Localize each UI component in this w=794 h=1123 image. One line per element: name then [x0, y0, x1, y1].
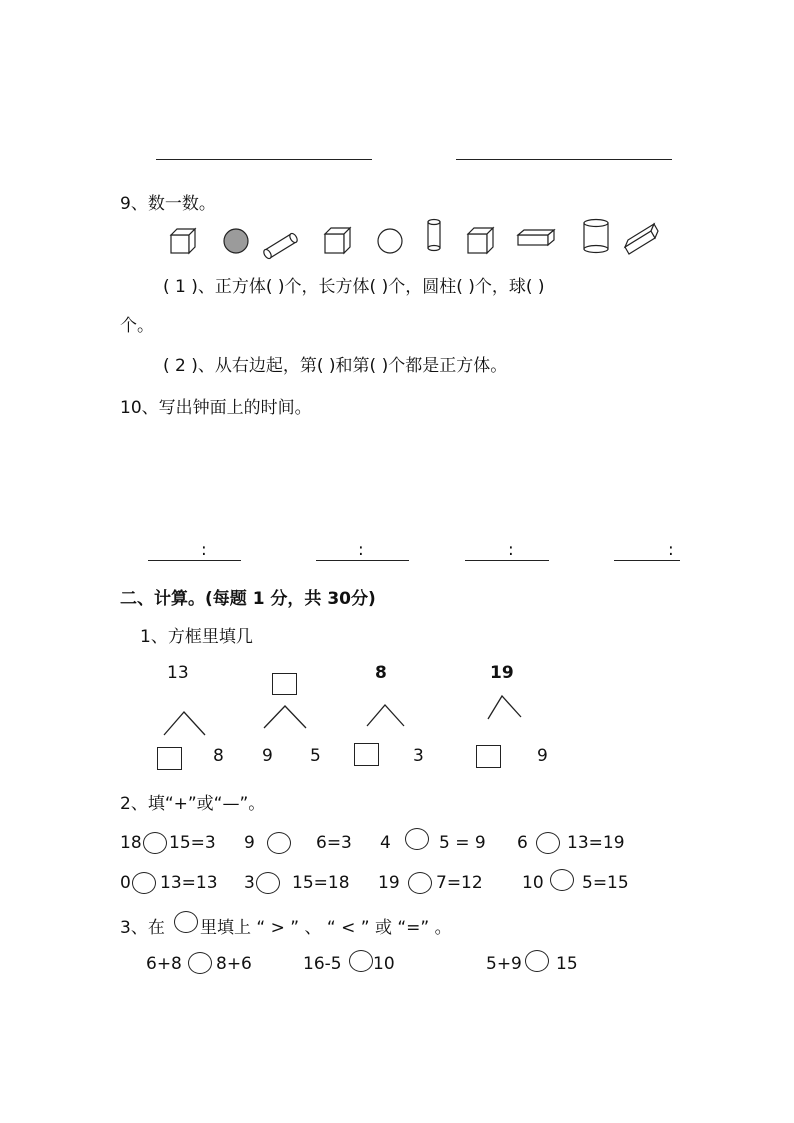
answer-box-tree2-top[interactable] — [272, 673, 297, 695]
cube-icon — [468, 228, 493, 253]
cmp-1-a: 6+8 — [146, 954, 182, 974]
cmp-1-b: 8+6 — [216, 954, 252, 974]
tree1-right: 8 — [213, 746, 224, 766]
cmp-2-b: 10 — [373, 954, 395, 974]
answer-box-tree1-left[interactable] — [157, 747, 182, 770]
cylinder-icon — [428, 220, 440, 251]
compare-circle-2[interactable] — [349, 950, 373, 972]
tree1-top: 13 — [167, 663, 189, 683]
q2-2-title: 2、填“+”或“—”。 — [120, 794, 266, 814]
cylinder-icon — [584, 220, 608, 253]
eq-r1-1-b: 15=3 — [169, 833, 216, 853]
q2-1-title: 1、方框里填几 — [140, 627, 253, 647]
q9-part1-line2: 个。 — [120, 316, 154, 336]
cmp-2-a: 16-5 — [303, 954, 342, 974]
time-colon-2: : — [358, 540, 364, 560]
sign-circle-r1-2[interactable] — [267, 832, 291, 854]
answer-line-radishes[interactable] — [456, 159, 672, 160]
time-colon-4: : — [668, 540, 674, 560]
cylinder-icon — [262, 232, 298, 260]
eq-r1-2-a: 9 — [244, 833, 255, 853]
eq-r2-1-a: 0 — [120, 873, 131, 893]
q2-3-title-b: 里填上 “ > ” 、 “ < ” 或 “=” 。 — [200, 918, 452, 938]
eq-r1-3-b: 5 = 9 — [439, 833, 486, 853]
answer-line-apples[interactable] — [156, 159, 372, 160]
eq-r1-1-a: 18 — [120, 833, 142, 853]
time-answer-line-3[interactable] — [465, 560, 549, 561]
q9-part2: ( 2 )、从右边起，第( )和第( )个都是正方体。 — [163, 356, 508, 376]
time-colon-1: : — [201, 540, 207, 560]
tree2-left: 9 — [262, 746, 273, 766]
sign-circle-r2-3[interactable] — [408, 872, 432, 894]
section2-title: 二、计算。(每题 1 分，共 30分) — [120, 589, 376, 609]
cuboid-icon — [518, 230, 554, 245]
cmp-3-b: 15 — [556, 954, 578, 974]
sign-circle-r1-3[interactable] — [405, 828, 429, 850]
clock-row — [0, 430, 794, 520]
answer-box-tree4-left[interactable] — [476, 745, 501, 768]
time-colon-3: : — [508, 540, 514, 560]
eq-r2-4-b: 5=15 — [582, 873, 629, 893]
cube-icon — [325, 228, 350, 253]
eq-r1-4-a: 6 — [517, 833, 528, 853]
cmp-3-a: 5+9 — [486, 954, 522, 974]
answer-box-tree3-left[interactable] — [354, 743, 379, 766]
eq-r2-3-b: 7=12 — [436, 873, 483, 893]
q9-title: 9、数一数。 — [120, 194, 216, 214]
q10-title: 10、写出钟面上的时间。 — [120, 398, 312, 418]
eq-r2-1-b: 13=13 — [160, 873, 218, 893]
sign-circle-r2-4[interactable] — [550, 869, 574, 891]
eq-r1-3-a: 4 — [380, 833, 391, 853]
sign-circle-r2-2[interactable] — [256, 872, 280, 894]
eq-r1-2-b: 6=3 — [316, 833, 352, 853]
tree4-top: 19 — [490, 663, 514, 683]
eq-r2-2-b: 15=18 — [292, 873, 350, 893]
sign-circle-r2-1[interactable] — [132, 872, 156, 894]
eq-r2-2-a: 3 — [244, 873, 255, 893]
tree3-top: 8 — [375, 663, 387, 683]
q2-3-title-a: 3、在 — [120, 918, 165, 938]
tree4-right: 9 — [537, 746, 548, 766]
ball-icon — [378, 229, 402, 253]
eq-r1-4-b: 13=19 — [567, 833, 625, 853]
sign-circle-r1-4[interactable] — [536, 832, 560, 854]
time-answer-line-1[interactable] — [148, 560, 241, 561]
sample-circle-icon — [174, 911, 198, 933]
tree2-right: 5 — [310, 746, 321, 766]
cuboid-icon — [625, 224, 658, 254]
radish-row — [462, 92, 542, 126]
cube-icon — [171, 229, 195, 253]
time-answer-line-4[interactable] — [614, 560, 680, 561]
apple-row — [152, 88, 367, 122]
ball-icon — [224, 229, 248, 253]
eq-r2-3-a: 19 — [378, 873, 400, 893]
sign-circle-r1-1[interactable] — [143, 832, 167, 854]
tree3-right: 3 — [413, 746, 424, 766]
compare-circle-1[interactable] — [188, 952, 212, 974]
shape-row — [165, 217, 665, 261]
time-answer-line-2[interactable] — [316, 560, 409, 561]
eq-r2-4-a: 10 — [522, 873, 544, 893]
q9-part1-line1: ( 1 )、正方体( )个，长方体( )个，圆柱( )个，球( ) — [163, 277, 545, 297]
compare-circle-3[interactable] — [525, 950, 549, 972]
